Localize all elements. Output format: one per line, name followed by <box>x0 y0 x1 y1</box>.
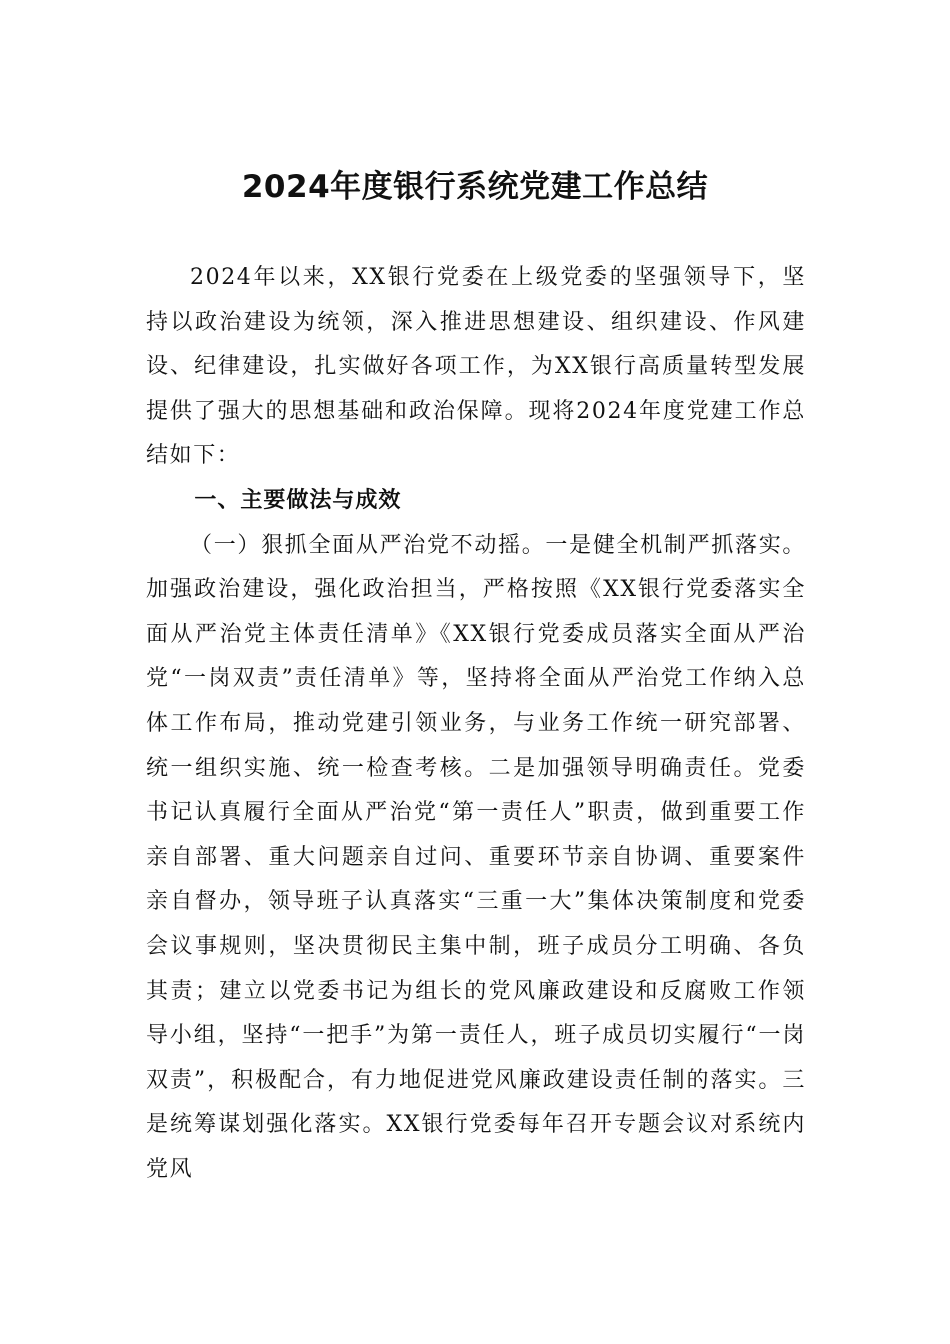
document-title: 2024年度银行系统党建工作总结 <box>241 169 709 205</box>
document-body <box>146 256 806 1192</box>
section-heading: 一、主要做法与成效 <box>194 487 402 513</box>
body-paragraph: （一）狠抓全面从严治党不动摇。一是健全机制严抓落实。加强政治建设，强化政治担当，严格按照《XX银行党委落实全面从严治党主体责任清单》《XX银行党委成员落实全面从严治党“一岗双责”责任清单》等，坚持将全面从严治党工作纳入总体工作布局，推动党建引领业务，与业务工作统一研究部署、统一组织实施、统一检查考核。二是加强领导明确责任。党委书记认真履行全面从严治党“第一责任人”职责，做到重要工作亲自部署、重大问题亲自过问、重要环节亲自协调、重要案件亲自督办，领导班子认真落实“三重一大”集体决策制度和党委会议事规则，坚决贯彻民主集中制，班子成员分工明确、各负其责；建立以党委书记为组长的党风廉政建设和反腐败工作领导小组，坚持“一把手”为第一责任人，班子成员切实履行“一岗双责”，积极配合，有力地促进党风廉政建设责任制的落实。三是统筹谋划强化落实。XX银行党委每年召开专题会议对系统内党风 <box>146 532 806 1182</box>
intro-paragraph: 2024年以来，XX银行党委在上级党委的坚强领导下，坚持以政治建设为统领，深入推进思想建设、组织建设、作风建设、纪律建设，扎实做好各项工作，为XX银行高质量转型发展提供了强大的思想基础和政治保障。现将2024年度党建工作总结如下： <box>146 265 806 469</box>
